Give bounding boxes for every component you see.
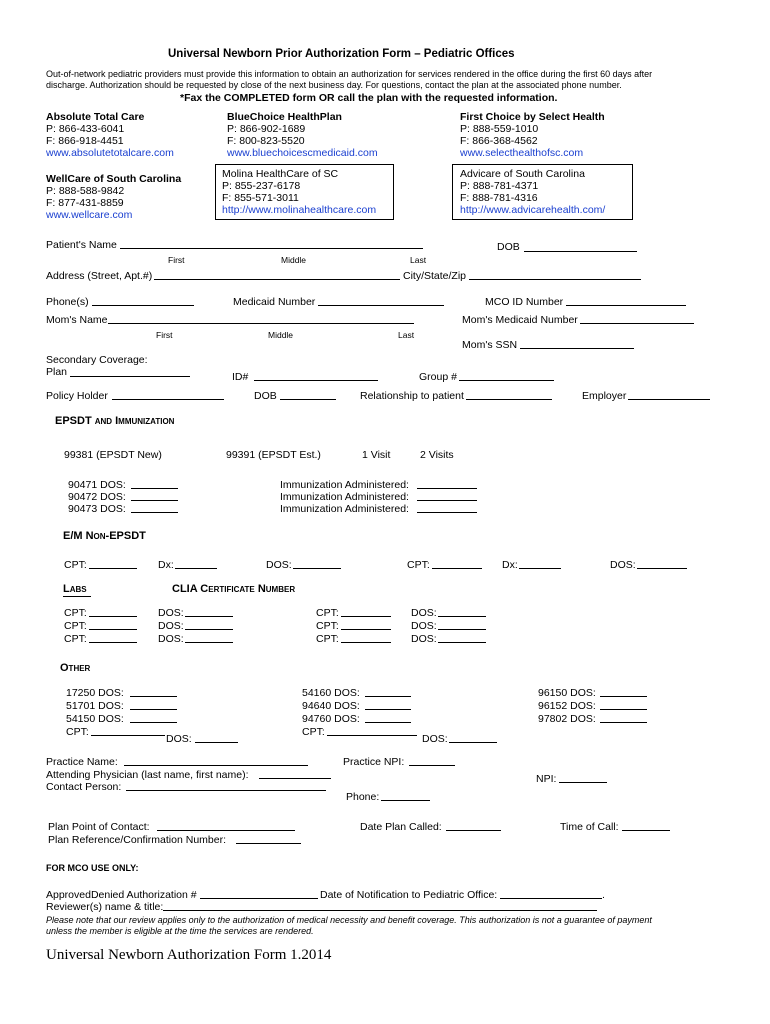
plan-name: BlueChoice HealthPlan — [227, 111, 342, 123]
patient-name-field[interactable] — [120, 248, 423, 249]
disclaimer-line-1: Please note that our review applies only to the authorization of medical necessity and benefit coverage. This authorization is not a guarantee of payment — [46, 915, 652, 925]
em-cpt-label-2: CPT: — [407, 559, 430, 571]
id-label: ID# — [232, 371, 249, 383]
labs-dos-field[interactable] — [438, 642, 486, 643]
phones-label: Phone(s) — [46, 296, 89, 308]
other-cpt-field[interactable] — [91, 735, 165, 736]
mco-id-label: MCO ID Number — [485, 296, 564, 308]
npi-label: NPI: — [536, 773, 557, 785]
employer-field[interactable] — [628, 399, 710, 400]
labs-cpt-label: CPT: — [316, 620, 339, 632]
two-visits-option[interactable]: 2 Visits — [420, 449, 454, 461]
code-90473-dos-field[interactable] — [131, 512, 178, 513]
plan-name: Molina HealthCare of SC — [222, 168, 339, 180]
other-code-label: 94640 DOS: — [302, 700, 360, 712]
epsdt-heading: EPSDT and Immunization — [55, 415, 175, 427]
dob-field[interactable] — [524, 251, 637, 252]
policy-holder-label: Policy Holder — [46, 390, 108, 402]
moms-ssn-label: Mom's SSN — [462, 339, 518, 351]
epsdt-new-option[interactable]: 99381 (EPSDT New) — [64, 449, 162, 461]
labs-dos-field[interactable] — [185, 616, 233, 617]
plan-fax: F: 877-431-8859 — [46, 197, 124, 209]
code-90471-dos-label: 90471 DOS: — [68, 479, 126, 491]
code-90472-dos-field[interactable] — [131, 500, 178, 501]
labs-cpt-label: CPT: — [316, 633, 339, 645]
other-dos-field[interactable] — [449, 742, 497, 743]
plan-fax: F: 888-781-4316 — [460, 192, 538, 204]
other-code-label: 97802 DOS: — [538, 713, 596, 725]
id-field[interactable] — [254, 380, 378, 381]
moms-medicaid-field[interactable] — [580, 323, 694, 324]
middle-caption: Middle — [281, 255, 307, 265]
other-dos-field[interactable] — [365, 709, 411, 710]
period-mark: . — [602, 889, 605, 901]
epsdt-est-option[interactable]: 99391 (EPSDT Est.) — [226, 449, 321, 461]
other-cpt-label: CPT: — [302, 726, 325, 738]
footer-form-version: Universal Newborn Authorization Form 1.2014 — [46, 947, 332, 963]
relationship-field[interactable] — [466, 399, 552, 400]
reviewer-field[interactable] — [163, 910, 597, 911]
plan-field[interactable] — [70, 376, 190, 377]
other-dos-field[interactable] — [130, 722, 177, 723]
em-cpt-field-2[interactable] — [432, 568, 482, 569]
labs-dos-label: DOS: — [411, 620, 437, 632]
labs-dos-field[interactable] — [185, 642, 233, 643]
labs-cpt-label: CPT: — [64, 607, 87, 619]
other-code-label: 51701 DOS: — [66, 700, 124, 712]
plan-fax: F: 855-571-3011 — [222, 192, 299, 204]
phone-field[interactable] — [381, 800, 430, 801]
labs-dos-label: DOS: — [411, 633, 437, 645]
immunization-field-1[interactable] — [417, 488, 477, 489]
other-code-label: 96150 DOS: — [538, 687, 596, 699]
plan-phone: P: 866-433-6041 — [46, 123, 125, 135]
last-caption: Last — [410, 255, 427, 265]
page-title: Universal Newborn Prior Authorization Form – Pediatric Offices — [168, 48, 515, 60]
plan-phone: P: 888-588-9842 — [46, 185, 125, 197]
plan-phone: P: 855-237-6178 — [222, 180, 301, 192]
plan-phone: P: 888-559-1010 — [460, 123, 539, 135]
other-dos-label: DOS: — [166, 733, 192, 745]
plan-name: Advicare of South Carolina — [460, 168, 585, 180]
date-plan-called-field[interactable] — [446, 830, 501, 831]
middle-caption: Middle — [268, 330, 294, 340]
labs-dos-label: DOS: — [411, 607, 437, 619]
plan-website-link[interactable]: www.selecthealthofsc.com — [460, 147, 584, 159]
em-dx-label-1: Dx: — [158, 559, 174, 571]
em-dos-field-2[interactable] — [637, 568, 687, 569]
one-visit-option[interactable]: 1 Visit — [362, 449, 391, 461]
labs-cpt-label: CPT: — [316, 607, 339, 619]
immunization-label-3: Immunization Administered: — [280, 503, 409, 515]
labs-cpt-field[interactable] — [341, 616, 391, 617]
other-dos-field[interactable] — [130, 696, 177, 697]
contact-person-label: Contact Person: — [46, 781, 122, 793]
attending-physician-label: Attending Physician (last name, first name): — [46, 769, 249, 781]
mco-use-only-heading: FOR MCO USE ONLY: — [46, 863, 139, 873]
em-dx-field-1[interactable] — [175, 568, 217, 569]
moms-name-field[interactable] — [108, 323, 414, 324]
other-dos-field[interactable] — [195, 742, 238, 743]
city-state-zip-label: City/State/Zip — [403, 270, 467, 282]
plan-website-link[interactable]: www.bluechoicescmedicaid.com — [227, 147, 378, 159]
immunization-field-3[interactable] — [417, 512, 477, 513]
labs-dos-field[interactable] — [185, 629, 233, 630]
last-caption: Last — [398, 330, 415, 340]
plan-website-link[interactable]: www.absolutetotalcare.com — [46, 147, 174, 159]
moms-medicaid-label: Mom's Medicaid Number — [462, 314, 578, 326]
plan-label: Plan — [46, 366, 68, 378]
other-code-label: 54150 DOS: — [66, 713, 124, 725]
other-cpt-field[interactable] — [327, 735, 417, 736]
notification-date-field[interactable] — [500, 898, 602, 899]
time-of-call-field[interactable] — [622, 830, 670, 831]
disclaimer-line-2: unless the member is eligible at the time the services are rendered. — [46, 926, 314, 936]
plan-phone: P: 866-902-1689 — [227, 123, 306, 135]
attending-physician-field[interactable] — [259, 778, 331, 779]
date-plan-called-label: Date Plan Called: — [360, 821, 442, 833]
plan-name: WellCare of South Carolina — [46, 173, 182, 185]
code-90471-dos-field[interactable] — [131, 488, 178, 489]
plan-reference-field[interactable] — [236, 843, 301, 844]
labs-dos-label: DOS: — [158, 620, 184, 632]
group-label: Group # — [419, 371, 457, 383]
other-heading: Other — [60, 662, 91, 674]
em-cpt-field-1[interactable] — [89, 568, 137, 569]
policy-dob-field[interactable] — [280, 399, 336, 400]
labs-dos-label: DOS: — [158, 633, 184, 645]
authorization-number-field[interactable] — [200, 898, 318, 899]
first-caption: First — [168, 255, 185, 265]
other-code-label: 54160 DOS: — [302, 687, 360, 699]
employer-label: Employer — [582, 390, 627, 402]
labs-cpt-label: CPT: — [64, 633, 87, 645]
medicaid-number-field[interactable] — [318, 305, 444, 306]
npi-field[interactable] — [559, 782, 607, 783]
practice-name-field[interactable] — [124, 765, 308, 766]
clia-heading: CLIA Certificate Number — [172, 583, 296, 595]
labs-heading: Labs — [63, 583, 87, 595]
plan-name: First Choice by Select Health — [460, 111, 605, 123]
em-dos-label-2: DOS: — [610, 559, 636, 571]
labs-cpt-field[interactable] — [89, 616, 137, 617]
dob-label: DOB — [497, 241, 520, 253]
plan-website-link[interactable]: http://www.molinahealthcare.com — [222, 204, 377, 216]
other-dos-field[interactable] — [600, 696, 647, 697]
labs-cpt-field[interactable] — [89, 642, 137, 643]
phone-label: Phone: — [346, 791, 380, 803]
time-of-call-label: Time of Call: — [560, 821, 619, 833]
reviewer-label: Reviewer(s) name & title: — [46, 901, 164, 913]
other-cpt-label: CPT: — [66, 726, 89, 738]
plan-fax: F: 800-823-5520 — [227, 135, 305, 147]
plan-phone: P: 888-781-4371 — [460, 180, 539, 192]
other-dos-field[interactable] — [365, 696, 411, 697]
immunization-label-2: Immunization Administered: — [280, 491, 409, 503]
address-field[interactable] — [154, 279, 400, 280]
em-dx-label-2: Dx: — [502, 559, 518, 571]
labs-dos-field[interactable] — [438, 629, 486, 630]
intro-text-line-2: discharge. Authorization should be requested by close of the next business day. For questions, contact the plan at the associated phone number. — [46, 80, 622, 90]
mco-id-field[interactable] — [566, 305, 686, 306]
labs-underline — [63, 596, 91, 597]
other-code-label: 94760 DOS: — [302, 713, 360, 725]
other-code-label: 17250 DOS: — [66, 687, 124, 699]
other-code-label: 96152 DOS: — [538, 700, 596, 712]
plan-fax: F: 866-918-4451 — [46, 135, 124, 147]
fax-notice: *Fax the COMPLETED form OR call the plan with the requested information. — [180, 92, 558, 104]
policy-dob-label: DOB — [254, 390, 277, 402]
other-dos-label: DOS: — [422, 733, 448, 745]
immunization-label-1: Immunization Administered: — [280, 479, 409, 491]
plan-point-of-contact-label: Plan Point of Contact: — [48, 821, 150, 833]
labs-cpt-field[interactable] — [341, 629, 391, 630]
moms-name-label: Mom's Name — [46, 314, 108, 326]
relationship-label: Relationship to patient — [360, 390, 464, 402]
moms-ssn-field[interactable] — [520, 348, 634, 349]
notification-date-label: Date of Notification to Pediatric Office: — [320, 889, 498, 901]
plan-website-link[interactable]: http://www.advicarehealth.com/ — [460, 204, 606, 216]
labs-dos-label: DOS: — [158, 607, 184, 619]
labs-cpt-field[interactable] — [89, 629, 137, 630]
contact-person-field[interactable] — [126, 790, 326, 791]
code-90473-dos-label: 90473 DOS: — [68, 503, 126, 515]
plan-fax: F: 866-368-4562 — [460, 135, 538, 147]
policy-holder-field[interactable] — [112, 399, 224, 400]
code-90472-dos-label: 90472 DOS: — [68, 491, 126, 503]
other-dos-field[interactable] — [600, 722, 647, 723]
em-dx-field-2[interactable] — [519, 568, 561, 569]
address-label: Address (Street, Apt.#) — [46, 270, 153, 282]
labs-cpt-label: CPT: — [64, 620, 87, 632]
first-caption: First — [156, 330, 173, 340]
em-non-epsdt-heading: E/M Non-EPSDT — [63, 530, 146, 542]
city-state-zip-field[interactable] — [469, 279, 641, 280]
plan-point-of-contact-field[interactable] — [157, 830, 295, 831]
phones-field[interactable] — [92, 305, 194, 306]
plan-website-link[interactable]: www.wellcare.com — [46, 209, 133, 221]
intro-text-line-1: Out-of-network pediatric providers must provide this information to obtain an authorization for services rendered in the office during the first 60 days after — [46, 69, 653, 79]
plan-reference-label: Plan Reference/Confirmation Number: — [48, 834, 226, 846]
secondary-coverage-label: Secondary Coverage: — [46, 354, 148, 366]
practice-npi-label: Practice NPI: — [343, 756, 405, 768]
medicaid-number-label: Medicaid Number — [233, 296, 316, 308]
authorization-number-label: ApprovedDenied Authorization # — [46, 889, 197, 901]
em-dos-field-1[interactable] — [293, 568, 341, 569]
other-dos-field[interactable] — [130, 709, 177, 710]
practice-name-label: Practice Name: — [46, 756, 118, 768]
em-cpt-label-1: CPT: — [64, 559, 87, 571]
group-field[interactable] — [459, 380, 554, 381]
labs-cpt-field[interactable] — [341, 642, 391, 643]
practice-npi-field[interactable] — [409, 765, 455, 766]
labs-dos-field[interactable] — [438, 616, 486, 617]
patient-name-label: Patient's Name — [46, 239, 117, 251]
plan-name: Absolute Total Care — [46, 111, 145, 123]
other-dos-field[interactable] — [365, 722, 411, 723]
immunization-field-2[interactable] — [417, 500, 477, 501]
other-dos-field[interactable] — [600, 709, 647, 710]
em-dos-label-1: DOS: — [266, 559, 292, 571]
